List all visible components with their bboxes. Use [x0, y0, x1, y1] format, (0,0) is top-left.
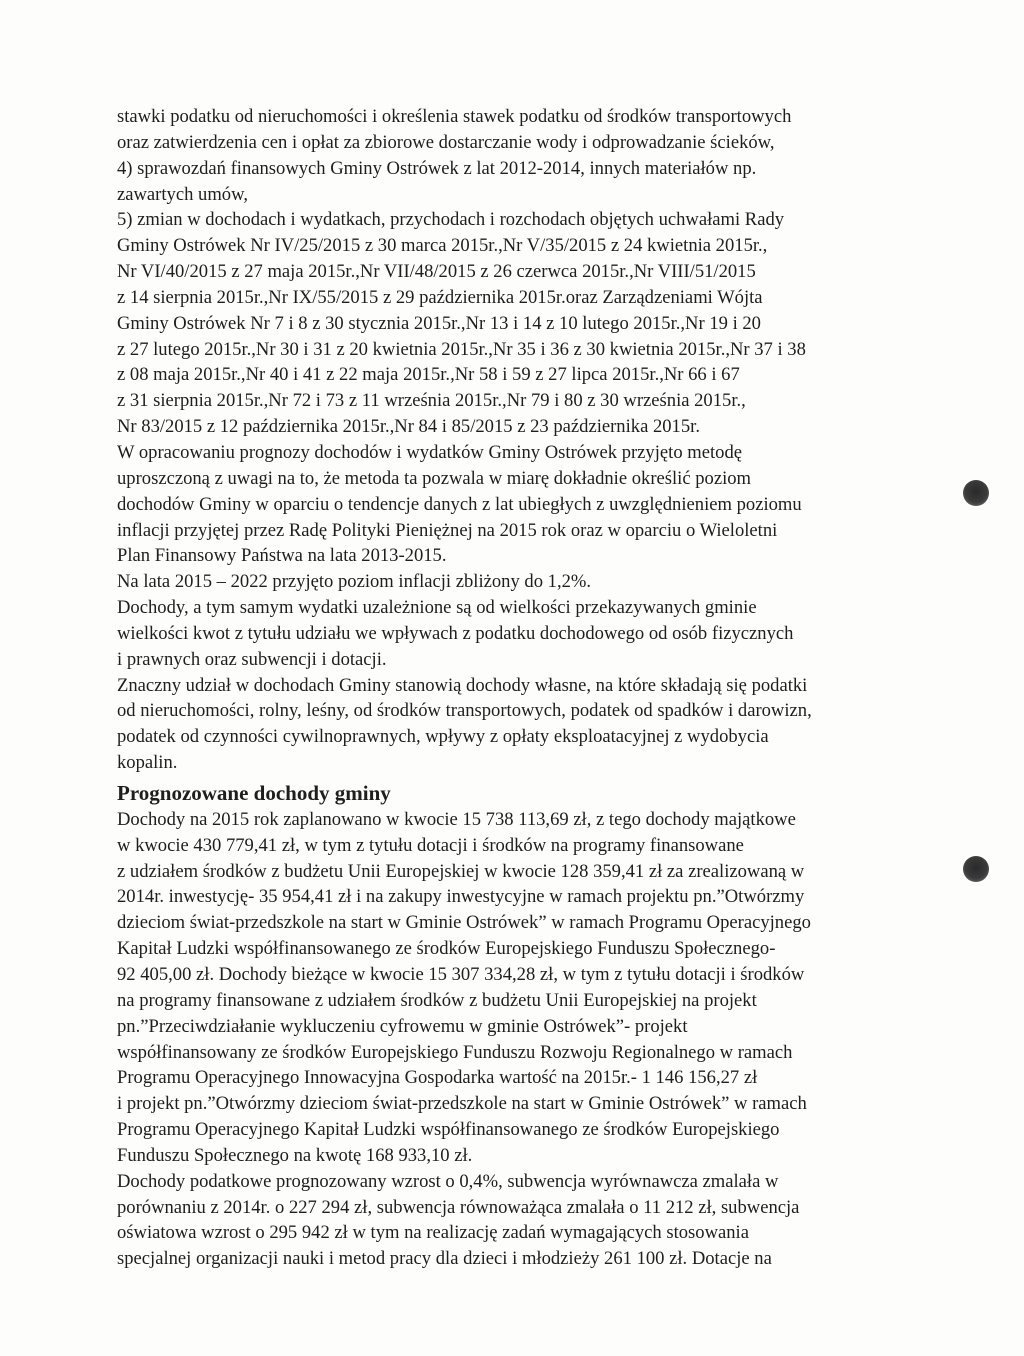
text-line: Dochody podatkowe prognozowany wzrost o 0,4%, subwencja wyrównawcza zmalała w — [117, 1170, 779, 1192]
text-line: Znaczny udział w dochodach Gminy stanowią dochody własne, na które składają się podatki — [117, 674, 808, 696]
text-line: z udziałem środków z budżetu Unii Europejskiej w kwocie 128 359,41 zł za zrealizowaną w — [117, 860, 805, 882]
text-line: od nieruchomości, rolny, leśny, od środków transportowych, podatek od spadków i darowizn, — [117, 700, 812, 722]
text-line: oraz zatwierdzenia cen i opłat za zbiorowe dostarczanie wody i odprowadzanie ścieków, — [117, 131, 775, 153]
text-line: Nr 83/2015 z 12 października 2015r.,Nr 84 i 85/2015 z 23 października 2015r. — [117, 416, 700, 438]
text-line: współfinansowany ze środków Europejskiego Funduszu Rozwoju Regionalnego w ramach — [117, 1041, 793, 1063]
text-line: Funduszu Społecznego na kwotę 168 933,10 zł. — [117, 1144, 473, 1166]
text-line: stawki podatku od nieruchomości i określenia stawek podatku od środków transportowych — [117, 106, 792, 127]
text-line: Gminy Ostrówek Nr IV/25/2015 z 30 marca 2015r.,Nr V/35/2015 z 24 kwietnia 2015r., — [117, 235, 768, 257]
text-line: inflacji przyjętej przez Radę Polityki Pieniężnej na 2015 rok oraz w oparciu o Wieloletni — [117, 519, 778, 541]
text-line: dzieciom świat-przedszkole na start w Gminie Ostrówek” w ramach Programu Operacyjnego — [117, 912, 811, 934]
text-line: Programu Operacyjnego Kapitał Ludzki współfinansowanego ze środków Europejskiego — [117, 1119, 780, 1141]
text-line: Na lata 2015 – 2022 przyjęto poziom inflacji zbliżony do 1,2%. — [117, 571, 592, 593]
text-line: i prawnych oraz subwencji i dotacji. — [117, 648, 387, 670]
text-line: porównaniu z 2014r. o 227 294 zł, subwencja równoważąca zmalała o 11 212 zł, subwencja — [117, 1196, 800, 1218]
text-line: 5) zmian w dochodach i wydatkach, przychodach i rozchodach objętych uchwałami Rady — [117, 209, 785, 231]
section-heading: Prognozowane dochody gminy — [117, 780, 391, 805]
text-line: Kapitał Ludzki współfinansowanego ze środków Europejskiego Funduszu Społecznego- — [117, 938, 776, 960]
text-line: z 14 sierpnia 2015r.,Nr IX/55/2015 z 29 października 2015r.oraz Zarządzeniami Wójta — [117, 286, 763, 308]
text-line: Programu Operacyjnego Innowacyjna Gospodarka wartość na 2015r.- 1 146 156,27 zł — [117, 1067, 758, 1089]
text-line: wielkości kwot z tytułu udziału we wpływach z podatku dochodowego od osób fizycznych — [117, 622, 794, 644]
text-line: uproszczoną z uwagi na to, że metoda ta pozwala w miarę dokładnie określić poziom — [117, 467, 752, 489]
text-line: specjalnej organizacji nauki i metod pracy dla dzieci i młodzieży 261 100 zł. Dotacje na — [117, 1248, 772, 1270]
text-line: W opracowaniu prognozy dochodów i wydatków Gminy Ostrówek przyjęto metodę — [117, 441, 742, 463]
text-line: z 27 lutego 2015r.,Nr 30 i 31 z 20 kwietnia 2015r.,Nr 35 i 36 z 30 kwietnia 2015r.,Nr 37 i 38 — [117, 338, 806, 360]
text-line: w kwocie 430 779,41 zł, w tym z tytułu dotacji i środków na programy finansowane — [117, 834, 744, 856]
text-line: z 08 maja 2015r.,Nr 40 i 41 z 22 maja 2015r.,Nr 58 i 59 z 27 lipca 2015r.,Nr 66 i 67 — [117, 364, 740, 386]
text-line: Nr VI/40/2015 z 27 maja 2015r.,Nr VII/48/2015 z 26 czerwca 2015r.,Nr VIII/51/2015 — [117, 261, 756, 283]
document-body — [117, 104, 907, 1272]
text-line: zawartych umów, — [117, 183, 248, 205]
punch-hole — [963, 856, 989, 882]
text-block-intro — [117, 104, 907, 776]
text-line: 92 405,00 zł. Dochody bieżące w kwocie 15 307 334,28 zł, w tym z tytułu dotacji i środków — [117, 964, 805, 985]
text-line: Gminy Ostrówek Nr 7 i 8 z 30 stycznia 2015r.,Nr 13 i 14 z 10 lutego 2015r.,Nr 19 i 20 — [117, 312, 761, 334]
text-line: i projekt pn.”Otwórzmy dzieciom świat-przedszkole na start w Gminie Ostrówek” w ramach — [117, 1093, 807, 1115]
text-line: dochodów Gminy w oparciu o tendencje danych z lat ubiegłych z uwzględnieniem poziomu — [117, 493, 802, 515]
text-line: 4) sprawozdań finansowych Gminy Ostrówek z lat 2012-2014, innych materiałów np. — [117, 157, 757, 179]
text-line: Plan Finansowy Państwa na lata 2013-2015. — [117, 545, 447, 567]
text-line: Dochody, a tym samym wydatki uzależnione są od wielkości przekazywanych gminie — [117, 597, 757, 619]
punch-hole — [963, 480, 989, 506]
text-line: na programy finansowane z udziałem środków z budżetu Unii Europejskiej na projekt — [117, 989, 757, 1011]
text-line: podatek od czynności cywilnoprawnych, wpływy z opłaty eksploatacyjnej z wydobycia — [117, 726, 769, 748]
text-line: z 31 sierpnia 2015r.,Nr 72 i 73 z 11 września 2015r.,Nr 79 i 80 z 30 września 2015r., — [117, 390, 746, 412]
text-line: Dochody na 2015 rok zaplanowano w kwocie 15 738 113,69 zł, z tego dochody majątkowe — [117, 808, 796, 830]
text-line: 2014r. inwestycję- 35 954,41 zł i na zakupy inwestycyjne w ramach projektu pn.”Otwórzmy — [117, 886, 805, 908]
text-block-revenue — [117, 807, 907, 1272]
text-line: pn.”Przeciwdziałanie wykluczeniu cyfrowemu w gminie Ostrówek”- projekt — [117, 1015, 688, 1037]
text-line: oświatowa wzrost o 295 942 zł w tym na realizację zadań wymagających stosowania — [117, 1222, 749, 1244]
text-line: kopalin. — [117, 752, 178, 774]
